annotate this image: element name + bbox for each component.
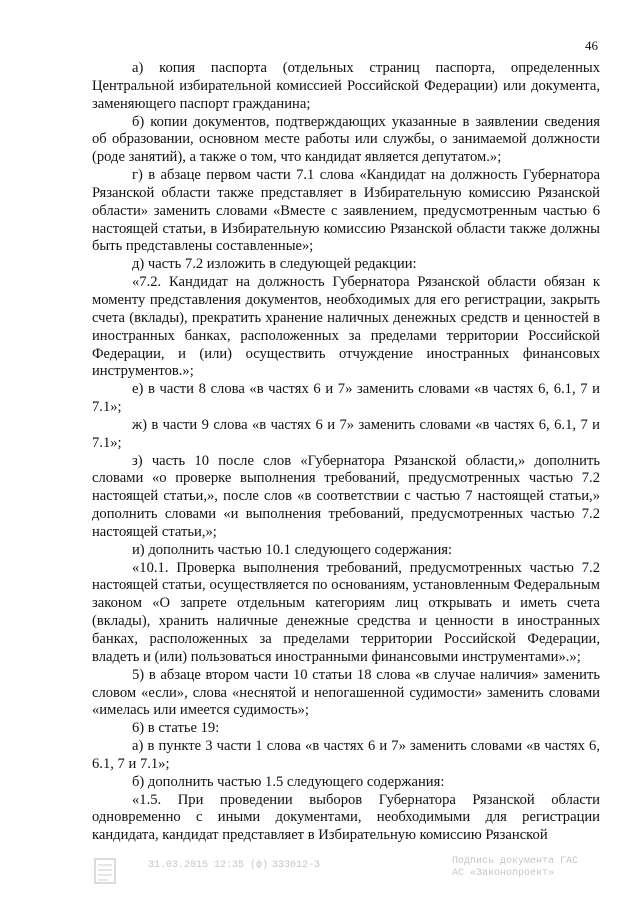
footer-code: 333012-3 xyxy=(272,860,321,871)
footer-date: 31.03.2015 12:35 (ф) xyxy=(148,860,269,871)
paragraph: и) дополнить частью 10.1 следующего содержания: xyxy=(132,541,453,558)
paragraph: ж) в части 9 слова «в частях 6 и 7» заменить словами «в частях 6, 6.1, 7 и 7.1»; xyxy=(92,416,600,451)
footer-doc-line: АС «Законопроект» xyxy=(452,868,555,879)
paragraph: «1.5. При проведении выборов Губернатора Рязанской области одновременно с иными документами, необходимыми для регистрации кандидата, кандидат представляет в Избирательную комиссию Рязанской xyxy=(92,791,600,844)
footer-doc-line: Подпись документа ГАС xyxy=(452,856,579,867)
paragraph: б) дополнить частью 1.5 следующего содержания: xyxy=(132,773,445,790)
paragraph: 5) в абзаце втором части 10 статьи 18 слова «в случае наличия» заменить словом «если», слова «неснятой и непогашенной судимости» заменить словами «имелась или имеется судимость»; xyxy=(92,666,600,719)
paragraph: б) копии документов, подтверждающих указанные в заявлении сведения об образовании, основном месте работы или службы, о занимаемой должности (роде занятий), а также о том, что кандидат является депутатом.»; xyxy=(92,113,600,166)
paragraph: 6) в статье 19: xyxy=(132,720,220,737)
footer-stamp-area xyxy=(0,852,640,897)
paragraph: е) в части 8 слова «в частях 6 и 7» заменить словами «в частях 6, 6.1, 7 и 7.1»; xyxy=(92,381,600,416)
stamp-icon xyxy=(92,856,118,886)
paragraph: г) в абзаце первом части 7.1 слова «Кандидат на должность Губернатора Рязанской области также представляет в Избирательную комиссию Рязанской области» заменить словами «Вместе с заявлением, предусмотренным частью 6 настоящей статьи, в Избирательную комиссию Рязанской области также должны быть представлены составленные»; xyxy=(92,167,600,255)
document-body xyxy=(92,60,600,845)
footer-document-info xyxy=(452,856,578,880)
paragraph: д) часть 7.2 изложить в следующей редакции: xyxy=(132,256,417,273)
paragraph: з) часть 10 после слов «Губернатора Рязанской области,» дополнить словами «о проверке выполнения требований, предусмотренных частью 7.2 настоящей статьи,», после слов «в соответствии с частью 7 настоящей статьи,» дополнить словами «и выполнения требований, предусмотренных частью 7.2 настоящей статьи,»; xyxy=(92,452,600,540)
paragraph: а) копия паспорта (отдельных страниц паспорта, определенных Центральной избирательной комиссией Российской Федерации) или документа, заменяющего паспорт гражданина; xyxy=(92,60,600,112)
paragraph: «10.1. Проверка выполнения требований, предусмотренных частью 7.2 настоящей статьи, осуществляется по основаниям, установленным Федеральным законом «О запрете отдельным категориям лиц открывать и иметь счета (вклады), хранить наличные денежные средства и ценности в иностранных банках, расположенных за пределами территории Российской Федерации, владеть и (или) пользоваться иностранными финансовыми инструментами».»; xyxy=(92,559,600,665)
paragraph: а) в пункте 3 части 1 слова «в частях 6 и 7» заменить словами «в частях 6, 6.1, 7 и 7.1»; xyxy=(92,738,600,772)
page-number: 46 xyxy=(585,38,598,53)
paragraph: «7.2. Кандидат на должность Губернатора Рязанской области обязан к моменту представления документов, необходимых для его регистрации, закрыть счета (вклады), прекратить хранение наличных денежных средств и ценностей в иностранных банках, расположенных за пределами территории Российской Федерации, и (или) осуществить отчуждение иностранных финансовых инструментов.»; xyxy=(92,274,600,380)
